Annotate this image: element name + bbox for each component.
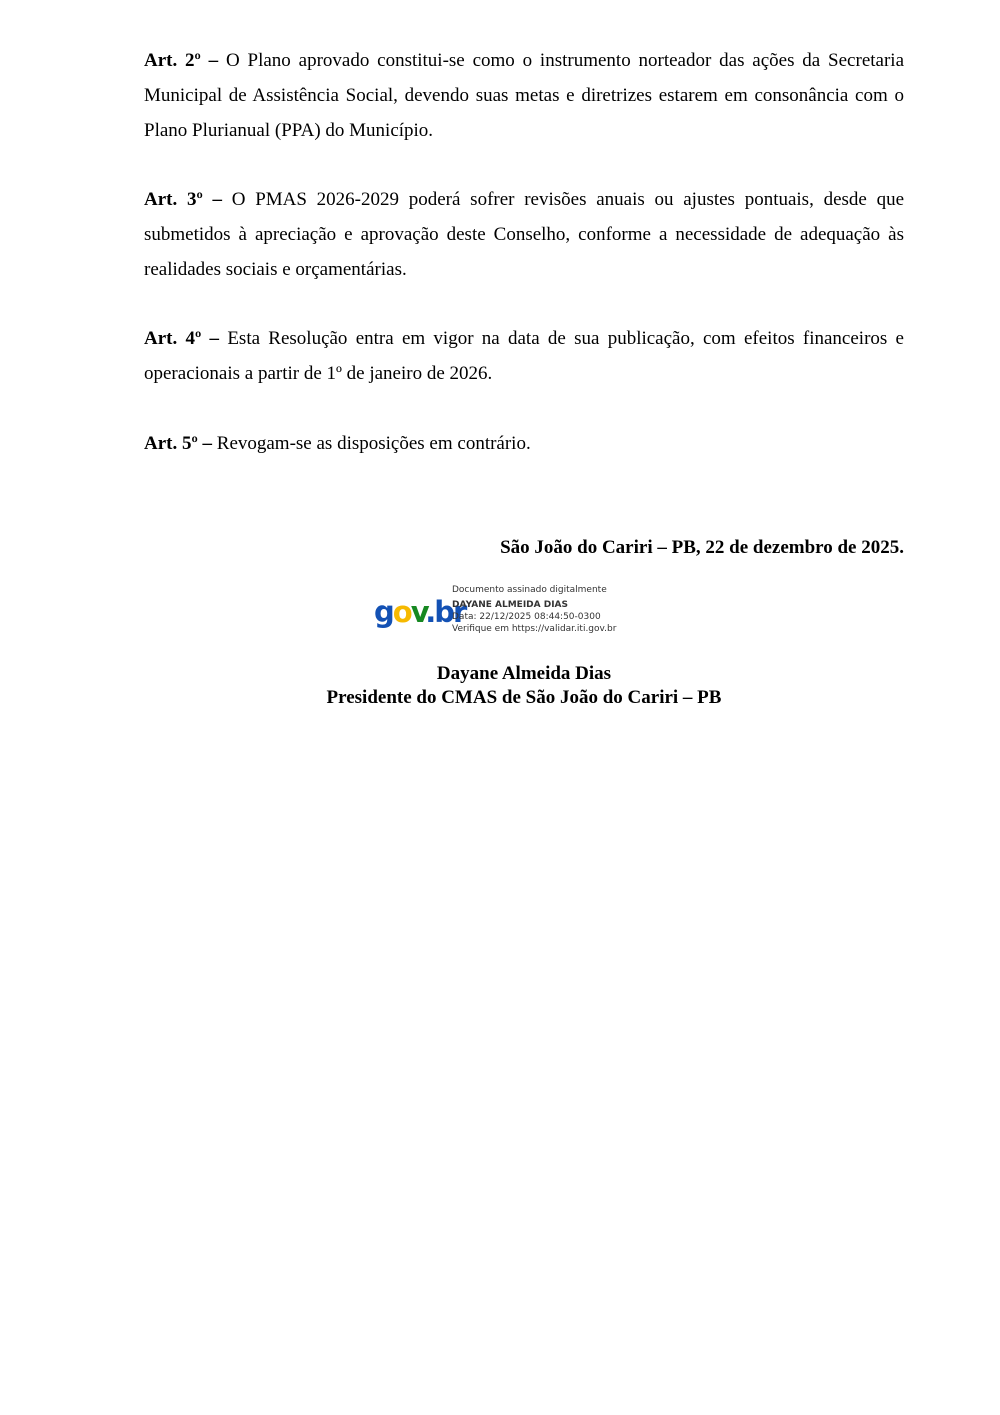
- signatory-name: Dayane Almeida Dias: [436, 663, 612, 684]
- signature-date: Data: 22/12/2025 08:44:50-0300: [452, 612, 601, 622]
- signature-verify-link: Verifique em https://validar.iti.gov.br: [452, 624, 617, 634]
- article-4-text: Esta Resolução entra em vigor na data de sua publicação, com efeitos financeiros e operacionais a partir de 1º de janeiro de 2026.: [144, 328, 904, 384]
- article-4: [144, 321, 904, 391]
- article-2: [144, 43, 904, 148]
- article-5: [144, 426, 904, 461]
- signatory-role: Presidente do CMAS de São João do Cariri – PB: [326, 687, 722, 708]
- signature-details: [452, 584, 616, 635]
- article-3-label: Art. 3º –: [144, 189, 222, 210]
- article-2-label: Art. 2º –: [144, 50, 219, 71]
- article-5-text: Revogam-se as disposições em contrário.: [216, 433, 531, 454]
- article-3-text: O PMAS 2026-2029 poderá sofrer revisões anuais ou ajustes pontuais, desde que submetidos à apreciação e aprovação deste Conselho, conforme a necessidade de adequação às realidades sociais e orçamentárias.: [144, 189, 905, 280]
- place-and-date: São João do Cariri – PB, 22 de dezembro de 2025.: [500, 537, 904, 558]
- signatory-block: [0, 662, 1000, 710]
- article-3: [144, 182, 904, 287]
- digital-signature-stamp: [374, 584, 634, 642]
- signature-header: Documento assinado digitalmente: [452, 585, 607, 595]
- article-5-label: Art. 5º –: [144, 433, 213, 454]
- govbr-logo-icon: gov.br: [374, 595, 466, 629]
- article-4-label: Art. 4º –: [144, 328, 220, 349]
- article-2-text: O Plano aprovado constitui-se como o instrumento norteador das ações da Secretaria Municipal de Assistência Social, devendo suas metas e diretrizes estarem em consonância com o Plano Plurianual (PPA) do Município.: [144, 50, 905, 141]
- signature-signer: DAYANE ALMEIDA DIAS: [452, 600, 568, 610]
